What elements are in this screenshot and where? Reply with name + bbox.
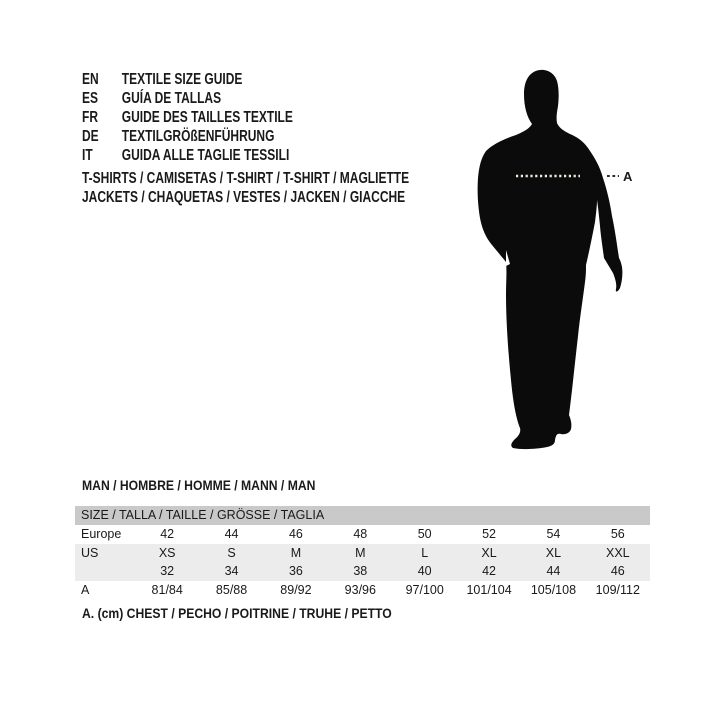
size-cell: 44 [224,527,239,541]
size-cell: 52 [482,527,497,541]
size-cell: XL [481,545,497,560]
size-cell: 32 [160,564,175,578]
language-code: DE [82,128,99,145]
table-row-chest-cm [75,581,650,600]
language-row-it [82,146,397,165]
size-cell: M [290,545,302,560]
size-cell: 54 [546,527,561,541]
size-cell: 48 [353,527,368,541]
language-code: IT [82,147,93,164]
measurement-footnote [82,604,562,623]
man-silhouette [478,70,623,449]
size-cell: 93/96 [344,582,376,597]
size-cell: 85/88 [215,582,248,597]
language-code: ES [82,90,99,107]
size-cell: 46 [610,564,625,578]
measure-label-a: A [623,169,633,184]
size-cell: 34 [224,564,239,578]
size-cell: XS [158,545,176,560]
category-line-tshirts: T-SHIRTS / CAMISETAS / T-SHIRT / T-SHIRT / MAGLIETTE [82,170,410,187]
size-cell: 101/104 [466,582,512,597]
row-label: US [81,545,99,560]
man-silhouette-figure [440,20,720,480]
size-cell: XL [545,545,562,560]
measurement-footnote-text: A. (cm) CHEST / PECHO / POITRINE / TRUHE / PETTO [82,605,392,621]
size-cell: XXL [605,545,630,560]
size-cell: 42 [482,564,497,578]
size-cell: S [227,545,236,560]
language-row-fr [82,108,397,127]
language-label: GUÍA DE TALLAS [121,90,222,107]
size-cell: 81/84 [151,582,183,597]
size-cell: 89/92 [280,582,312,597]
section-title-man [82,476,502,495]
size-cell: 36 [288,564,303,578]
row-label: A [81,582,90,597]
table-row-us-numeric [75,562,650,581]
language-row-de [82,127,397,146]
row-label: Europe [81,527,122,541]
size-cell: 38 [353,564,368,578]
size-cell: 42 [160,527,175,541]
size-cell: 97/100 [405,582,444,597]
row-label [75,562,135,581]
size-cell: 40 [417,564,432,578]
size-cell: L [421,545,429,560]
size-table [75,506,650,599]
category-line-jackets: JACKETS / CHAQUETAS / VESTES / JACKEN / GIACCHE [82,189,406,206]
language-label: GUIDE DES TAILLES TEXTILE [121,109,293,126]
table-row-us [75,544,650,563]
language-row-en [82,70,397,89]
size-cell: 44 [546,564,561,578]
language-label: GUIDA ALLE TAGLIE TESSILI [121,147,290,164]
size-table-header: SIZE / TALLA / TAILLE / GRÖSSE / TAGLIA [75,506,650,525]
language-row-es [82,89,397,108]
size-cell: 105/108 [530,582,577,597]
size-cell: 46 [288,527,303,541]
language-code: EN [82,71,99,88]
language-label: TEXTILE SIZE GUIDE [121,71,243,88]
size-cell: 56 [610,527,625,541]
language-label: TEXTILGRÖßENFÜHRUNG [121,128,275,145]
size-cell: M [355,545,366,560]
size-cell: 50 [417,527,432,541]
size-cell: 109/112 [595,582,640,597]
table-row-europe [75,525,650,544]
section-title-text: MAN / HOMBRE / HOMME / MANN / MAN [82,477,316,493]
language-code: FR [82,109,98,126]
language-legend [82,70,502,165]
